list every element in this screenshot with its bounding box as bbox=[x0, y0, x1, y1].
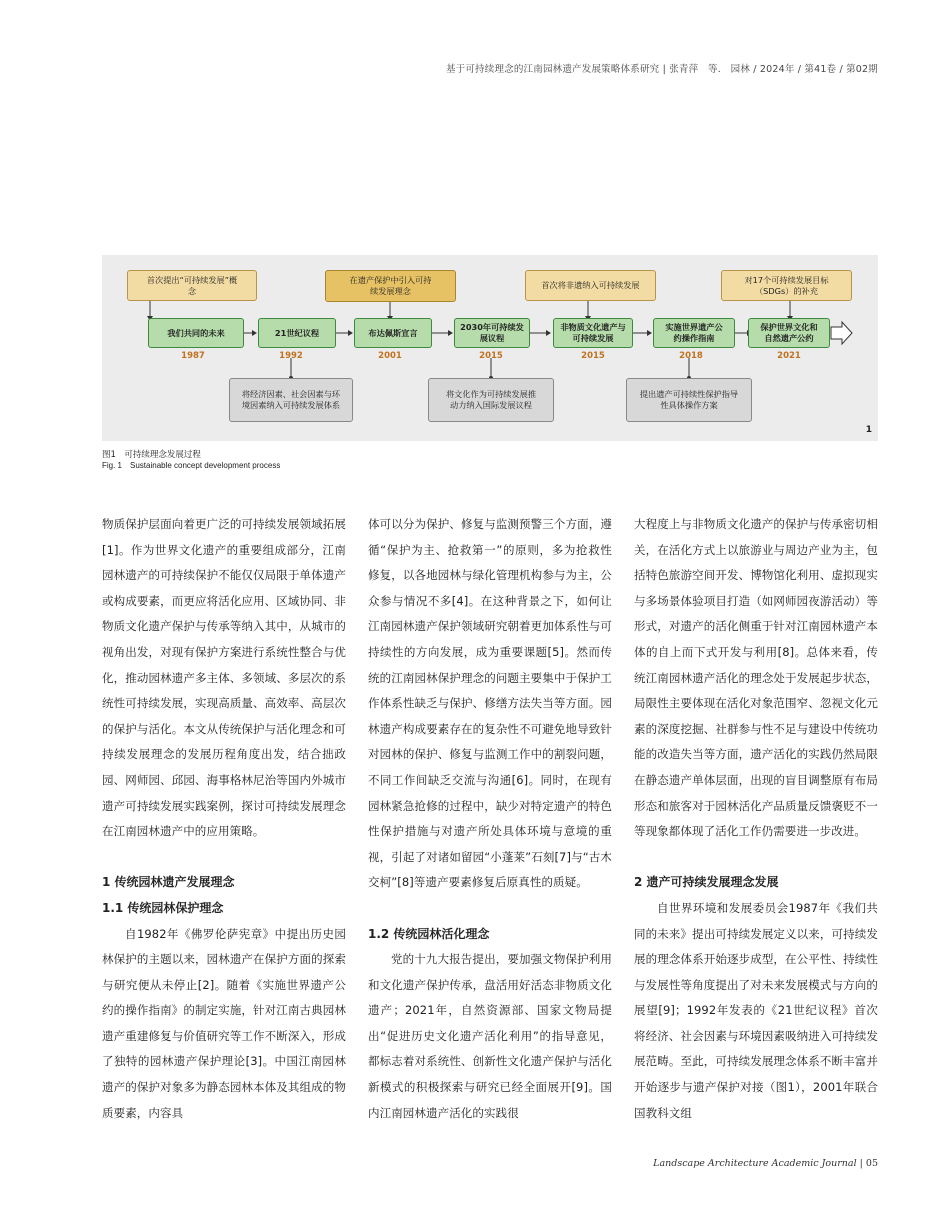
paragraph: 物质保护层面向着更广泛的可持续发展领域拓展[1]。作为世界文化遗产的重要组成部分，江南园林遗产的可持续保护不能仅仅局限于单体遗产或构成要素，而更应将活化应用、区域协同、非物质文化遗产保护与传承等纳入其中，从城市的视角出发，对现有保护方案进行系统性整合与优化，推动园林遗产多主体、多领域、多层次的系统性可持续发展，实现高质量、高效率、高层次的保护与活化。本文从传统保护与活化理念和可持续发展理念的发展历程角度出发，结合拙政园、网师园、邱园、海事格林尼治等国内外城市遗产可持续发展实践案例，探讨可持续发展理念在江南园林遗产中的应用策略。 bbox=[102, 517, 346, 839]
figure-caption-en: Fig. 1 Sustainable concept development process bbox=[102, 461, 281, 470]
paragraph: 党的十九大报告提出，要加强文物保护利用和文化遗产保护传承，盘活用好活态非物质文化遗产；2021年，自然资源部、国家文物局提出“促进历史文化遗产活化利用”的指导意见，都标志着对系统性、创新性文化遗产保护与活化新模式的积极探索与研究已经全面展开[9]。国内江南园林遗产活化的实践很 bbox=[368, 952, 612, 1120]
top-note-2001: 在遗产保护中引入可持续发展理念 bbox=[325, 270, 456, 302]
top-note-2015: 首次将非遗纳入可持续发展 bbox=[525, 270, 656, 301]
section-heading-1: 1 传统园林遗产发展理念 bbox=[102, 875, 235, 890]
page-number: 05 bbox=[865, 1158, 878, 1169]
subsection-heading-1-2: 1.2 传统园林活化理念 bbox=[368, 926, 490, 941]
page-footer bbox=[653, 1158, 878, 1169]
bottom-note-2018: 提出遗产可持续性保护指导性具体操作方案 bbox=[626, 378, 752, 422]
paragraph: 大程度上与非物质文化遗产的保护与传承密切相关，在活化方式上以旅游业与周边产业为主，包括特色旅游空间开发、博物馆化利用、虚拟现实与多场景体验项目打造（如网师园夜游活动）等形式，对遗产的活化侧重于针对江南园林遗产本体的自上而下式开发与利用[8]。总体来看，传统江南园林遗产活化的理念处于发展起步状态，局限性主要体现在活化对象范围窄、忽视文化元素的深度挖掘、社群参与性不足与建设中传统功能的改造失当等方面，遗产活化的实践仍然局限在静态遗产单体层面，出现的盲目调整原有布局形态和旅客对于园林活化产品质量反馈褒贬不一等现象都体现了活化工作仍需要进一步改进。 bbox=[634, 517, 878, 839]
paragraph: 自1982年《佛罗伦萨宪章》中提出历史园林保护的主题以来，园林遗产在保护方面的探索与研究便从未停止[2]。随着《实施世界遗产公约的操作指南》的制定实施，针对江南古典园林遗产重建修复与价值研究等工作不断深入，形成了独特的园林遗产保护理论[3]。中国江南园林遗产的保护对象多为静态园林本体及其组成的物质要素，内容具 bbox=[102, 926, 346, 1120]
subsection-heading-1-1: 1.1 传统园林保护理念 bbox=[102, 900, 224, 915]
year-label-1992: 1992 bbox=[279, 351, 303, 361]
timeline-end-arrow-icon bbox=[831, 322, 852, 344]
text-column-3 bbox=[634, 512, 878, 1126]
timeline-node-1987: 我们共同的未来 bbox=[148, 318, 244, 348]
figure-timeline bbox=[102, 255, 878, 441]
year-label-2015a: 2015 bbox=[479, 351, 503, 361]
bottom-note-2015: 将文化作为可持续发展推动力纳入国际发展议程 bbox=[428, 378, 554, 422]
top-note-1987: 首次提出“可持续发展”概念 bbox=[127, 270, 257, 301]
journal-name: Landscape Architecture Academic Journal bbox=[653, 1158, 857, 1169]
top-note-2021: 对17个可持续发展目标（SDGs）的补充 bbox=[721, 270, 852, 301]
figure-caption-zh: 图1 可持续理念发展过程 bbox=[102, 450, 201, 460]
year-label-2015b: 2015 bbox=[581, 351, 605, 361]
timeline-node-2001: 布达佩斯宣言 bbox=[354, 318, 432, 348]
timeline-node-2015b: 非物质文化遗产与可持续发展 bbox=[553, 318, 633, 348]
year-label-1987: 1987 bbox=[181, 351, 205, 361]
year-label-2021: 2021 bbox=[777, 351, 801, 361]
running-header: 基于可持续理念的江南园林遗产发展策略体系研究 | 张青萍 等. 园林 / 2024年 / 第41卷 / 第02期 bbox=[445, 64, 878, 75]
year-label-2001: 2001 bbox=[378, 351, 402, 361]
timeline-node-2021: 保护世界文化和自然遗产公约 bbox=[748, 318, 830, 348]
paragraph: 自世界环境和发展委员会1987年《我们共同的未来》提出可持续发展定义以来，可持续发展的理念体系开始逐步成型，在公平性、持续性与发展性等角度提出了对未来发展模式与方向的展望[9]；1992年发表的《21世纪议程》首次将经济、社会因素与环境因素吸纳进入可持续发展范畴。至此，可持续发展理念体系不断丰富并开始逐步与遗产保护对接（图1），2001年联合国教科文组 bbox=[634, 900, 878, 1120]
timeline-node-2015a: 2030年可持续发展议程 bbox=[454, 318, 530, 348]
text-column-1 bbox=[102, 512, 346, 1126]
section-heading-2: 2 遗产可持续发展理念发展 bbox=[634, 875, 779, 890]
timeline-node-2018: 实施世界遗产公约操作指南 bbox=[653, 318, 735, 348]
timeline-node-1992: 21世纪议程 bbox=[258, 318, 336, 348]
year-label-2018: 2018 bbox=[679, 351, 703, 361]
bottom-note-1992: 将经济因素、社会因素与环境因素纳入可持续发展体系 bbox=[229, 378, 353, 422]
text-column-2 bbox=[368, 512, 612, 1126]
paragraph: 体可以分为保护、修复与监测预警三个方面，遵循“保护为主、抢救第一”的原则，多为抢救性修复，以各地园林与绿化管理机构参与为主，公众参与情况不多[4]。在这种背景之下，如何让江南园林遗产保护领域研究朝着更加体系性与可持续性的方向发展，成为重要课题[5]。然而传统的江南园林保护理念的问题主要集中于保护工作体系性缺乏与保护、修缮方法失当等方面。园林遗产构成要素存在的复杂性不可避免地导致针对园林的保护、修复与监测工作中的割裂问题，不同工作间缺乏交流与沟通[6]。同时，在现有园林紧急抢修的过程中，缺少对特定遗产的特色性保护措施与对遗产所处具体环境与意境的重视，引起了对诸如留园“小蓬莱”石刻[7]与“古木交柯”[8]等遗产要素修复后原真性的质疑。 bbox=[368, 517, 612, 890]
footer-separator: | bbox=[859, 1158, 866, 1169]
figure-number: 1 bbox=[865, 425, 872, 435]
